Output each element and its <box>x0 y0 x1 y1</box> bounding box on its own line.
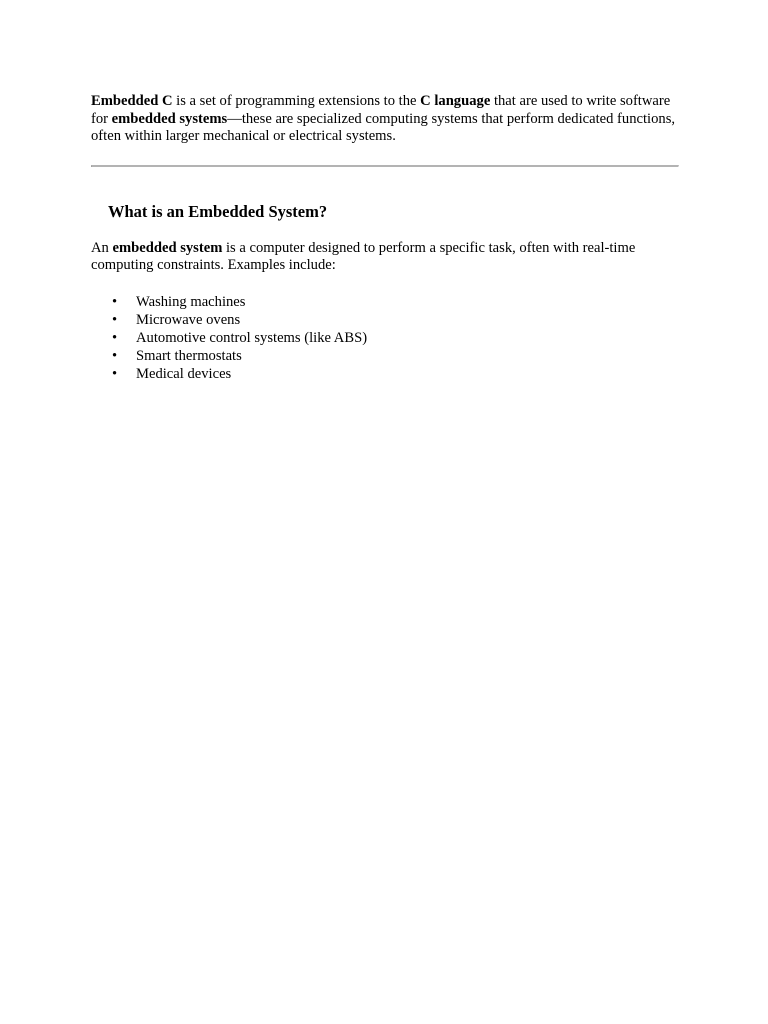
list-item <box>91 329 679 347</box>
list-item <box>91 347 679 365</box>
list-item-label: Microwave ovens <box>136 311 241 328</box>
definition-prefix: An <box>91 239 113 256</box>
intro-paragraph <box>91 93 679 146</box>
list-item-label: Washing machines <box>136 293 246 310</box>
bullet-icon: • <box>112 293 118 310</box>
definition-paragraph <box>91 240 679 275</box>
list-item-label: Automotive control systems (like ABS) <box>136 329 368 346</box>
list-item <box>91 365 679 383</box>
term-embedded-system: embedded system <box>112 239 223 256</box>
term-c-language: C language <box>420 93 491 109</box>
term-embedded-systems: embedded systems <box>111 110 228 127</box>
bullet-icon: • <box>112 329 118 346</box>
list-item <box>91 293 679 311</box>
list-item <box>91 311 679 329</box>
list-item-label: Medical devices <box>136 365 232 382</box>
section-heading: What is an Embedded System? <box>108 201 328 221</box>
intro-text-1: is a set of programming extensions to the <box>172 93 421 109</box>
list-item-label: Smart thermostats <box>136 347 242 364</box>
intro-text-2: that are used to write software for <box>91 93 671 127</box>
definition-text: is a computer designed to perform a specific task, often with real-time computing constraints. Examples include: <box>91 239 636 274</box>
examples-list <box>91 293 679 383</box>
bullet-icon: • <box>112 347 118 364</box>
bullet-icon: • <box>112 365 118 382</box>
intro-text-3: —these are specialized computing systems that perform dedicated functions, often within larger mechanical or electrical systems. <box>91 110 676 145</box>
term-embedded-c: Embedded C <box>91 93 173 109</box>
document-page <box>91 93 679 383</box>
horizontal-rule <box>91 165 679 167</box>
bullet-icon: • <box>112 311 118 328</box>
